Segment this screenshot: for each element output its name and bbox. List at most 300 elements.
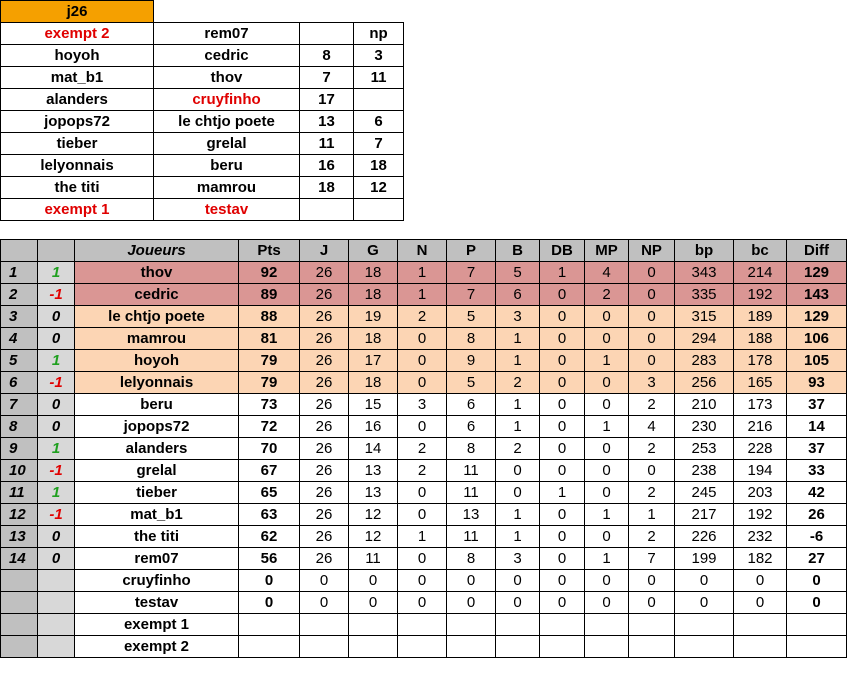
cell-db: 0: [540, 350, 585, 372]
cell-bc: 203: [734, 482, 787, 504]
cell-name: cruyfinho: [75, 570, 239, 592]
cell-diff: 105: [787, 350, 847, 372]
cell-j: 26: [300, 438, 349, 460]
cell-mp: 0: [585, 328, 629, 350]
blank-cell: [354, 1, 404, 23]
fixture-row: [1, 199, 424, 221]
fixture-score-home: 7: [300, 67, 354, 89]
cell-pts: 63: [239, 504, 300, 526]
header-bp: bp: [675, 240, 734, 262]
fixture-home-player: exempt 1: [1, 199, 154, 221]
cell-p: 7: [447, 284, 496, 306]
fixture-home-player: exempt 2: [1, 23, 154, 45]
fixture-score-home: 18: [300, 177, 354, 199]
cell-bc: 182: [734, 548, 787, 570]
cell-j: [300, 636, 349, 658]
standings-row: [1, 394, 847, 416]
cell-diff: -6: [787, 526, 847, 548]
cell-pts: 72: [239, 416, 300, 438]
cell-name: beru: [75, 394, 239, 416]
cell-mp: 0: [585, 394, 629, 416]
cell-bp: 335: [675, 284, 734, 306]
fixture-home-player: hoyoh: [1, 45, 154, 67]
cell-rank: 3: [1, 306, 38, 328]
cell-np: 0: [629, 350, 675, 372]
cell-rank: 4: [1, 328, 38, 350]
header-pts: Pts: [239, 240, 300, 262]
cell-pts: 0: [239, 592, 300, 614]
cell-rank: 13: [1, 526, 38, 548]
fixture-home-player: lelyonnais: [1, 155, 154, 177]
cell-bp: 253: [675, 438, 734, 460]
cell-diff: 37: [787, 394, 847, 416]
cell-j: 26: [300, 416, 349, 438]
cell-rank: 5: [1, 350, 38, 372]
cell-j: 26: [300, 548, 349, 570]
header-name: Joueurs: [75, 240, 239, 262]
cell-g: 12: [349, 526, 398, 548]
cell-bc: 178: [734, 350, 787, 372]
standings-header-row: [1, 240, 847, 262]
cell-mv: 1: [38, 262, 75, 284]
cell-g: 14: [349, 438, 398, 460]
cell-bc: [734, 636, 787, 658]
fixture-row: [1, 155, 424, 177]
cell-b: 0: [496, 460, 540, 482]
cell-j: 26: [300, 504, 349, 526]
blank-cell: [404, 155, 424, 177]
cell-mp: [585, 614, 629, 636]
cell-b: 1: [496, 416, 540, 438]
cell-n: [398, 636, 447, 658]
cell-np: 0: [629, 460, 675, 482]
cell-diff: 27: [787, 548, 847, 570]
cell-diff: 0: [787, 592, 847, 614]
cell-np: 1: [629, 504, 675, 526]
fixture-home-player: the titi: [1, 177, 154, 199]
cell-mp: 0: [585, 592, 629, 614]
cell-bp: 199: [675, 548, 734, 570]
cell-j: 26: [300, 372, 349, 394]
cell-b: 3: [496, 548, 540, 570]
cell-db: 0: [540, 526, 585, 548]
cell-pts: 79: [239, 350, 300, 372]
cell-pts: 92: [239, 262, 300, 284]
standings-row: [1, 460, 847, 482]
cell-mv: 1: [38, 438, 75, 460]
cell-mv: -1: [38, 460, 75, 482]
cell-mv: [38, 570, 75, 592]
cell-bc: 192: [734, 284, 787, 306]
fixture-away-player: rem07: [154, 23, 300, 45]
cell-p: 6: [447, 394, 496, 416]
standings-table: [0, 239, 847, 658]
cell-j: 26: [300, 526, 349, 548]
fixture-score-home: 8: [300, 45, 354, 67]
standings-row: [1, 350, 847, 372]
cell-pts: [239, 614, 300, 636]
blank-cell: [404, 199, 424, 221]
fixture-home-player: tieber: [1, 133, 154, 155]
cell-rank: 9: [1, 438, 38, 460]
cell-n: 0: [398, 416, 447, 438]
fixture-away-player: cruyfinho: [154, 89, 300, 111]
cell-name: lelyonnais: [75, 372, 239, 394]
cell-b: 2: [496, 438, 540, 460]
cell-np: 2: [629, 482, 675, 504]
cell-diff: [787, 614, 847, 636]
cell-j: [300, 614, 349, 636]
standings-row: [1, 504, 847, 526]
cell-bc: 194: [734, 460, 787, 482]
cell-b: 0: [496, 570, 540, 592]
cell-diff: 0: [787, 570, 847, 592]
cell-pts: 65: [239, 482, 300, 504]
cell-name: alanders: [75, 438, 239, 460]
cell-mv: -1: [38, 372, 75, 394]
cell-name: thov: [75, 262, 239, 284]
cell-j: 0: [300, 570, 349, 592]
cell-mp: 4: [585, 262, 629, 284]
cell-rank: [1, 614, 38, 636]
cell-pts: 70: [239, 438, 300, 460]
fixture-score-away: [354, 89, 404, 111]
cell-j: 26: [300, 482, 349, 504]
cell-p: 7: [447, 262, 496, 284]
cell-n: 0: [398, 328, 447, 350]
cell-bc: 165: [734, 372, 787, 394]
blank-cell: [404, 67, 424, 89]
fixture-row: [1, 177, 424, 199]
cell-rank: 1: [1, 262, 38, 284]
cell-db: [540, 636, 585, 658]
cell-db: 0: [540, 592, 585, 614]
cell-bp: 210: [675, 394, 734, 416]
cell-mp: 0: [585, 460, 629, 482]
cell-mv: 0: [38, 306, 75, 328]
cell-rank: 12: [1, 504, 38, 526]
cell-b: 1: [496, 328, 540, 350]
cell-bp: 294: [675, 328, 734, 350]
cell-rank: [1, 592, 38, 614]
cell-np: [629, 614, 675, 636]
cell-db: 0: [540, 328, 585, 350]
cell-g: 0: [349, 570, 398, 592]
cell-b: 1: [496, 526, 540, 548]
cell-g: 13: [349, 460, 398, 482]
cell-db: 0: [540, 460, 585, 482]
cell-name: le chtjo poete: [75, 306, 239, 328]
cell-bc: 173: [734, 394, 787, 416]
fixture-row: [1, 67, 424, 89]
blank-cell: [404, 177, 424, 199]
cell-db: [540, 614, 585, 636]
cell-g: 15: [349, 394, 398, 416]
fixture-row: [1, 89, 424, 111]
cell-mv: 1: [38, 482, 75, 504]
cell-b: 1: [496, 504, 540, 526]
cell-db: 0: [540, 570, 585, 592]
blank-cell: [404, 1, 424, 23]
cell-db: 0: [540, 504, 585, 526]
cell-n: 1: [398, 262, 447, 284]
cell-diff: 129: [787, 306, 847, 328]
standings-row: [1, 438, 847, 460]
cell-bp: 283: [675, 350, 734, 372]
cell-j: 26: [300, 306, 349, 328]
cell-j: 26: [300, 394, 349, 416]
cell-np: 7: [629, 548, 675, 570]
blank-cell: [404, 133, 424, 155]
cell-p: 11: [447, 482, 496, 504]
cell-np: 0: [629, 262, 675, 284]
cell-mv: -1: [38, 284, 75, 306]
cell-name: mamrou: [75, 328, 239, 350]
cell-g: [349, 614, 398, 636]
fixture-score-away: 3: [354, 45, 404, 67]
cell-b: 1: [496, 350, 540, 372]
cell-bp: 0: [675, 592, 734, 614]
cell-diff: 106: [787, 328, 847, 350]
cell-np: 4: [629, 416, 675, 438]
fixture-row: [1, 133, 424, 155]
cell-mv: 0: [38, 394, 75, 416]
cell-g: 18: [349, 262, 398, 284]
header-np: NP: [629, 240, 675, 262]
header-diff: Diff: [787, 240, 847, 262]
cell-g: 11: [349, 548, 398, 570]
cell-n: 2: [398, 438, 447, 460]
cell-b: 1: [496, 394, 540, 416]
standings-row: [1, 592, 847, 614]
cell-rank: [1, 636, 38, 658]
cell-db: 0: [540, 394, 585, 416]
cell-n: 1: [398, 284, 447, 306]
cell-name: cedric: [75, 284, 239, 306]
blank-cell: [404, 111, 424, 133]
cell-mv: 1: [38, 350, 75, 372]
standings-row: [1, 262, 847, 284]
blank-cell: [300, 1, 354, 23]
cell-np: 0: [629, 306, 675, 328]
cell-p: [447, 614, 496, 636]
cell-rank: 11: [1, 482, 38, 504]
cell-mp: 1: [585, 416, 629, 438]
cell-name: exempt 2: [75, 636, 239, 658]
cell-p: 8: [447, 438, 496, 460]
cell-j: 26: [300, 460, 349, 482]
header-db: DB: [540, 240, 585, 262]
fixture-row: [1, 111, 424, 133]
cell-diff: 129: [787, 262, 847, 284]
cell-bp: 238: [675, 460, 734, 482]
fixture-away-player: cedric: [154, 45, 300, 67]
cell-mv: 0: [38, 328, 75, 350]
fixture-score-home: 17: [300, 89, 354, 111]
fixtures-table: [0, 0, 424, 221]
fixture-away-player: grelal: [154, 133, 300, 155]
cell-bp: 230: [675, 416, 734, 438]
fixture-score-away: 7: [354, 133, 404, 155]
fixtures-title-row: [1, 1, 424, 23]
cell-mp: 0: [585, 482, 629, 504]
cell-rank: 14: [1, 548, 38, 570]
fixture-away-player: testav: [154, 199, 300, 221]
blank-cell: [404, 23, 424, 45]
cell-j: 0: [300, 592, 349, 614]
cell-bc: 0: [734, 570, 787, 592]
header-b: B: [496, 240, 540, 262]
cell-n: 0: [398, 570, 447, 592]
cell-diff: 14: [787, 416, 847, 438]
cell-db: 0: [540, 416, 585, 438]
fixture-score-home: [300, 23, 354, 45]
cell-name: exempt 1: [75, 614, 239, 636]
cell-diff: 93: [787, 372, 847, 394]
fixture-score-home: 16: [300, 155, 354, 177]
header-g: G: [349, 240, 398, 262]
cell-p: 5: [447, 372, 496, 394]
cell-diff: [787, 636, 847, 658]
fixture-home-player: jopops72: [1, 111, 154, 133]
fixture-away-player: thov: [154, 67, 300, 89]
cell-rank: 7: [1, 394, 38, 416]
cell-b: 2: [496, 372, 540, 394]
fixture-score-home: 11: [300, 133, 354, 155]
cell-pts: 88: [239, 306, 300, 328]
cell-j: 26: [300, 350, 349, 372]
cell-bc: 188: [734, 328, 787, 350]
standings-row: [1, 526, 847, 548]
cell-b: [496, 636, 540, 658]
standings-row: [1, 548, 847, 570]
cell-mp: 0: [585, 306, 629, 328]
header-mp: MP: [585, 240, 629, 262]
cell-db: 0: [540, 372, 585, 394]
standings-row: [1, 328, 847, 350]
header-rank: [1, 240, 38, 262]
cell-name: mat_b1: [75, 504, 239, 526]
standings-row: [1, 372, 847, 394]
fixture-score-away: 18: [354, 155, 404, 177]
round-title: j26: [1, 1, 154, 23]
cell-mp: 2: [585, 284, 629, 306]
cell-n: 0: [398, 350, 447, 372]
header-p: P: [447, 240, 496, 262]
standings-row: [1, 482, 847, 504]
fixture-score-home: 13: [300, 111, 354, 133]
fixture-row: [1, 45, 424, 67]
cell-rank: 2: [1, 284, 38, 306]
fixture-score-away: [354, 199, 404, 221]
cell-mp: 0: [585, 526, 629, 548]
fixture-score-home: [300, 199, 354, 221]
cell-rank: 10: [1, 460, 38, 482]
cell-p: 11: [447, 460, 496, 482]
cell-g: 0: [349, 592, 398, 614]
fixture-score-away: 11: [354, 67, 404, 89]
cell-db: 1: [540, 482, 585, 504]
cell-bp: 245: [675, 482, 734, 504]
standings-row: [1, 416, 847, 438]
cell-db: 0: [540, 306, 585, 328]
cell-db: 1: [540, 262, 585, 284]
cell-p: [447, 636, 496, 658]
cell-n: 3: [398, 394, 447, 416]
cell-mp: 1: [585, 350, 629, 372]
cell-n: 0: [398, 372, 447, 394]
cell-j: 26: [300, 328, 349, 350]
cell-pts: 0: [239, 570, 300, 592]
cell-name: the titi: [75, 526, 239, 548]
standings-row: [1, 636, 847, 658]
cell-mv: 0: [38, 548, 75, 570]
cell-g: 17: [349, 350, 398, 372]
cell-bp: 0: [675, 570, 734, 592]
cell-diff: 33: [787, 460, 847, 482]
cell-n: 1: [398, 526, 447, 548]
cell-pts: 67: [239, 460, 300, 482]
cell-g: [349, 636, 398, 658]
cell-bp: 217: [675, 504, 734, 526]
header-n: N: [398, 240, 447, 262]
fixture-score-away: np: [354, 23, 404, 45]
cell-bc: 189: [734, 306, 787, 328]
cell-n: 0: [398, 482, 447, 504]
cell-b: 5: [496, 262, 540, 284]
header-j: J: [300, 240, 349, 262]
standings-row: [1, 614, 847, 636]
cell-db: 0: [540, 438, 585, 460]
blank-cell: [154, 1, 300, 23]
cell-p: 11: [447, 526, 496, 548]
fixture-away-player: le chtjo poete: [154, 111, 300, 133]
cell-rank: 6: [1, 372, 38, 394]
cell-name: grelal: [75, 460, 239, 482]
cell-mp: 0: [585, 438, 629, 460]
cell-np: 0: [629, 328, 675, 350]
cell-g: 19: [349, 306, 398, 328]
cell-diff: 37: [787, 438, 847, 460]
cell-b: 3: [496, 306, 540, 328]
cell-name: jopops72: [75, 416, 239, 438]
header-mv: [38, 240, 75, 262]
blank-cell: [404, 89, 424, 111]
cell-bp: [675, 614, 734, 636]
cell-db: 0: [540, 284, 585, 306]
cell-mp: 1: [585, 504, 629, 526]
cell-np: 0: [629, 592, 675, 614]
cell-mv: 0: [38, 416, 75, 438]
cell-p: 0: [447, 592, 496, 614]
cell-b: 0: [496, 592, 540, 614]
cell-p: 13: [447, 504, 496, 526]
cell-np: [629, 636, 675, 658]
cell-g: 18: [349, 372, 398, 394]
cell-name: hoyoh: [75, 350, 239, 372]
blank-cell: [404, 45, 424, 67]
cell-bc: 228: [734, 438, 787, 460]
cell-bp: [675, 636, 734, 658]
fixture-home-player: alanders: [1, 89, 154, 111]
cell-mp: 0: [585, 570, 629, 592]
cell-pts: 81: [239, 328, 300, 350]
fixture-away-player: beru: [154, 155, 300, 177]
cell-np: 0: [629, 570, 675, 592]
cell-g: 13: [349, 482, 398, 504]
cell-name: rem07: [75, 548, 239, 570]
cell-pts: 89: [239, 284, 300, 306]
